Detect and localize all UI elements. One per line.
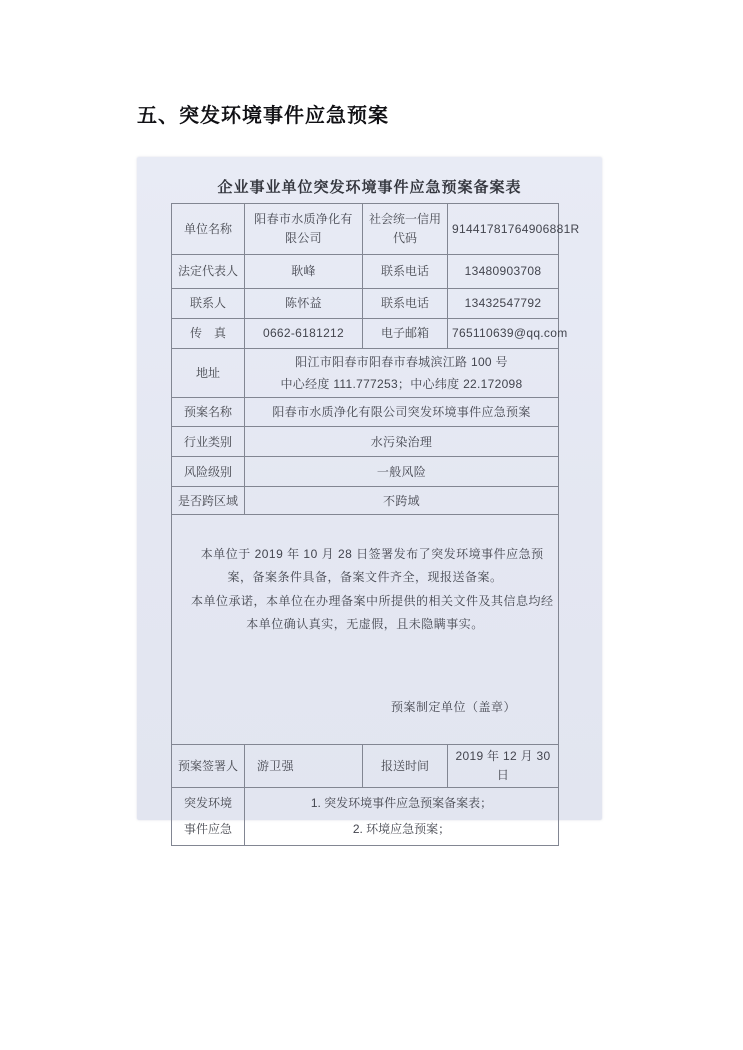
attachments-label	[172, 787, 245, 845]
attachment-item: 1. 突发环境事件应急预案备案表；	[310, 796, 493, 811]
credit-code-value: 91441781764906881R	[448, 204, 559, 255]
table-row-risk-level	[172, 457, 559, 487]
declaration-paragraph-2: 本单位承诺，本单位在办理备案中所提供的相关文件及其信息均经本单位确认真实，无虚假，且未隐瞒事实。	[190, 593, 554, 631]
attachments-label-line1: 突发环境	[183, 796, 232, 811]
industry-label: 行业类别	[172, 427, 245, 457]
address-label: 地址	[172, 349, 245, 398]
plan-name-label: 预案名称	[172, 398, 245, 427]
address-value	[245, 349, 559, 398]
table-row-contact	[172, 289, 559, 319]
table-row-address	[172, 349, 559, 398]
form-title: 企业事业单位突发环境事件应急预案备案表	[217, 179, 522, 196]
cross-region-label: 是否跨区域	[172, 487, 245, 515]
contact-value: 陈怀益	[245, 289, 363, 319]
table-row-plan-name	[172, 398, 559, 427]
contact-phone-label: 联系电话	[363, 289, 448, 319]
signer-value: 游卫强	[245, 745, 363, 787]
plan-name-value: 阳春市水质净化有限公司突发环境事件应急预案	[245, 398, 559, 427]
table-row-unit-name	[172, 204, 559, 255]
declaration-cell	[172, 515, 559, 745]
submit-time-label: 报送时间	[363, 745, 448, 787]
stamp-line: 预案制定单位（盖章）	[390, 700, 516, 715]
address-line2: 中心经度 111.777253；中心纬度 22.172098	[280, 377, 523, 392]
email-label: 电子邮箱	[363, 319, 448, 349]
legal-rep-phone-value: 13480903708	[448, 255, 559, 289]
table-row-attachments	[172, 787, 559, 845]
cross-region-value: 不跨域	[245, 487, 559, 515]
legal-rep-label: 法定代表人	[172, 255, 245, 289]
unit-name-value: 阳春市水质净化有限公司	[245, 204, 363, 255]
contact-phone-value: 13432547792	[448, 289, 559, 319]
risk-level-label: 风险级别	[172, 457, 245, 487]
table-row-legal-rep	[172, 255, 559, 289]
risk-level-value: 一般风险	[245, 457, 559, 487]
legal-rep-value: 耿峰	[245, 255, 363, 289]
attachments-label-line2: 事件应急	[183, 822, 232, 837]
unit-name-label: 单位名称	[172, 204, 245, 255]
credit-code-label: 社会统一信用代码	[363, 204, 448, 255]
scanned-form-page	[137, 157, 602, 837]
filing-form-table	[171, 203, 580, 846]
industry-value: 水污染治理	[245, 427, 559, 457]
table-row-cross-region	[172, 487, 559, 515]
declaration-paragraph-1: 本单位于 2019 年 10 月 28 日签署发布了突发环境事件应急预案，备案条件具备，备案文件齐全，现报送备案。	[200, 546, 544, 585]
address-line1: 阳江市阳春市阳春市春城滨江路 100 号	[295, 355, 508, 369]
email-value: 765110639@qq.com	[448, 319, 559, 349]
fax-label: 传 真	[172, 319, 245, 349]
table-row-declaration	[172, 515, 559, 745]
attachments-list	[245, 787, 559, 845]
contact-label: 联系人	[172, 289, 245, 319]
fax-value: 0662-6181212	[245, 319, 363, 349]
submit-time-value: 2019 年 12 月 30 日	[448, 745, 559, 787]
legal-rep-phone-label: 联系电话	[363, 255, 448, 289]
signer-label: 预案签署人	[172, 745, 245, 787]
attachment-item: 2. 环境应急预案；	[352, 822, 451, 837]
section-heading: 五、突发环境事件应急预案	[137, 105, 389, 127]
table-row-fax-email	[172, 319, 559, 349]
table-row-signer	[172, 745, 559, 787]
table-row-industry	[172, 427, 559, 457]
